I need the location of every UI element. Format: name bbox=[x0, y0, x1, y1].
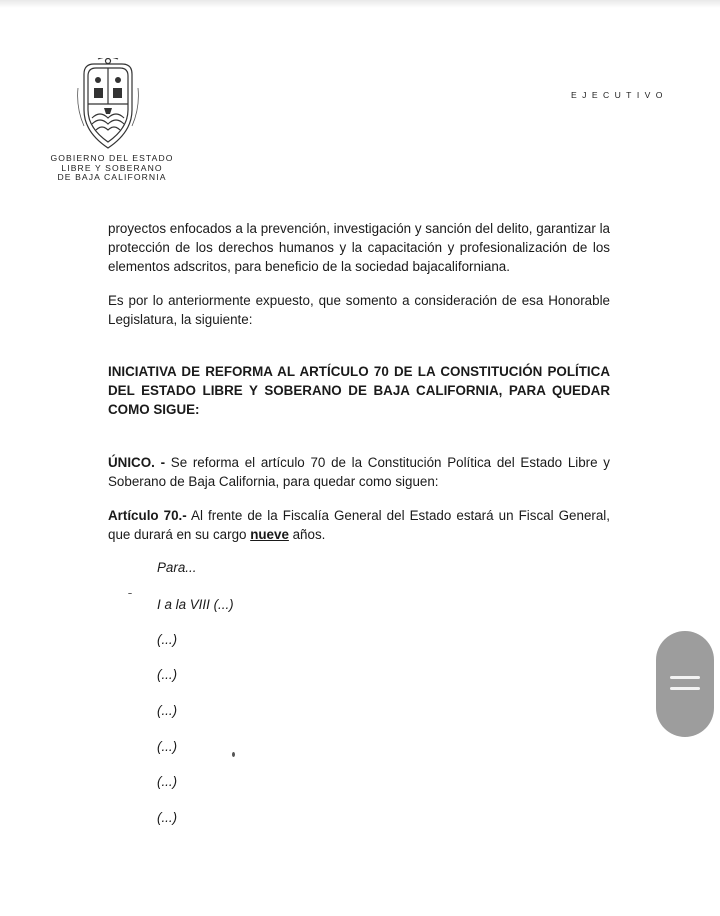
item-ellipsis: (...) bbox=[157, 774, 178, 789]
article-text-after: años. bbox=[288, 527, 326, 542]
gov-line-3: DE BAJA CALIFORNIA bbox=[57, 172, 167, 183]
unico-paragraph bbox=[108, 453, 610, 491]
executive-label: EJECUTIVO bbox=[571, 90, 668, 100]
article-text-before: Al frente de la Fiscalía General del Estado estará un Fiscal General, que durará en su cargo bbox=[108, 508, 610, 542]
item-ellipsis: (...) bbox=[157, 739, 178, 754]
paragraph-1: proyectos enfocados a la prevención, investigación y sanción del delito, garantizar la protección de los derechos humanos y la capacitación y profesionalización de los elementos adscritos, para beneficio de la sociedad bajacaliforniana. bbox=[108, 221, 610, 274]
grip-line-icon bbox=[670, 687, 700, 690]
paragraph-2: Es por lo anteriormente expuesto, que somento a consideración de esa Honorable Legislatura, la siguiente: bbox=[108, 293, 610, 327]
article-label: Artículo 70.- bbox=[108, 508, 187, 523]
unico-label: ÚNICO. - bbox=[108, 455, 166, 470]
unico-text: Se reforma el artículo 70 de la Constitución Política del Estado Libre y Soberano de Baja California, para quedar como siguen: bbox=[108, 455, 610, 489]
item-ellipsis: (...) bbox=[157, 703, 178, 718]
gov-line-2: LIBRE Y SOBERANO bbox=[61, 162, 163, 173]
item-ellipsis: (...) bbox=[157, 632, 178, 647]
grip-line-icon bbox=[670, 676, 700, 679]
article-emphasis: nueve bbox=[250, 527, 289, 542]
article-70-paragraph bbox=[108, 506, 610, 544]
gov-line-1: GOBIERNO DEL ESTADO bbox=[50, 153, 174, 163]
scroll-handle[interactable] bbox=[656, 631, 714, 737]
item-fractions: I a la VIII (...) bbox=[157, 597, 234, 612]
item-ellipsis: (...) bbox=[157, 667, 178, 682]
scan-speck bbox=[128, 593, 132, 594]
government-name bbox=[48, 154, 176, 183]
page-top-shadow bbox=[0, 0, 720, 8]
initiative-heading: INICIATIVA DE REFORMA AL ARTÍCULO 70 DE LA CONSTITUCIÓN POLÍTICA DEL ESTADO LIBRE Y SOBERANO DE BAJA CALIFORNIA, PARA QUEDAR COMO SIGUE: bbox=[108, 364, 610, 417]
state-seal-icon bbox=[76, 58, 140, 154]
scan-speck bbox=[232, 752, 235, 757]
item-para: Para... bbox=[157, 560, 197, 575]
item-ellipsis: (...) bbox=[157, 810, 178, 825]
